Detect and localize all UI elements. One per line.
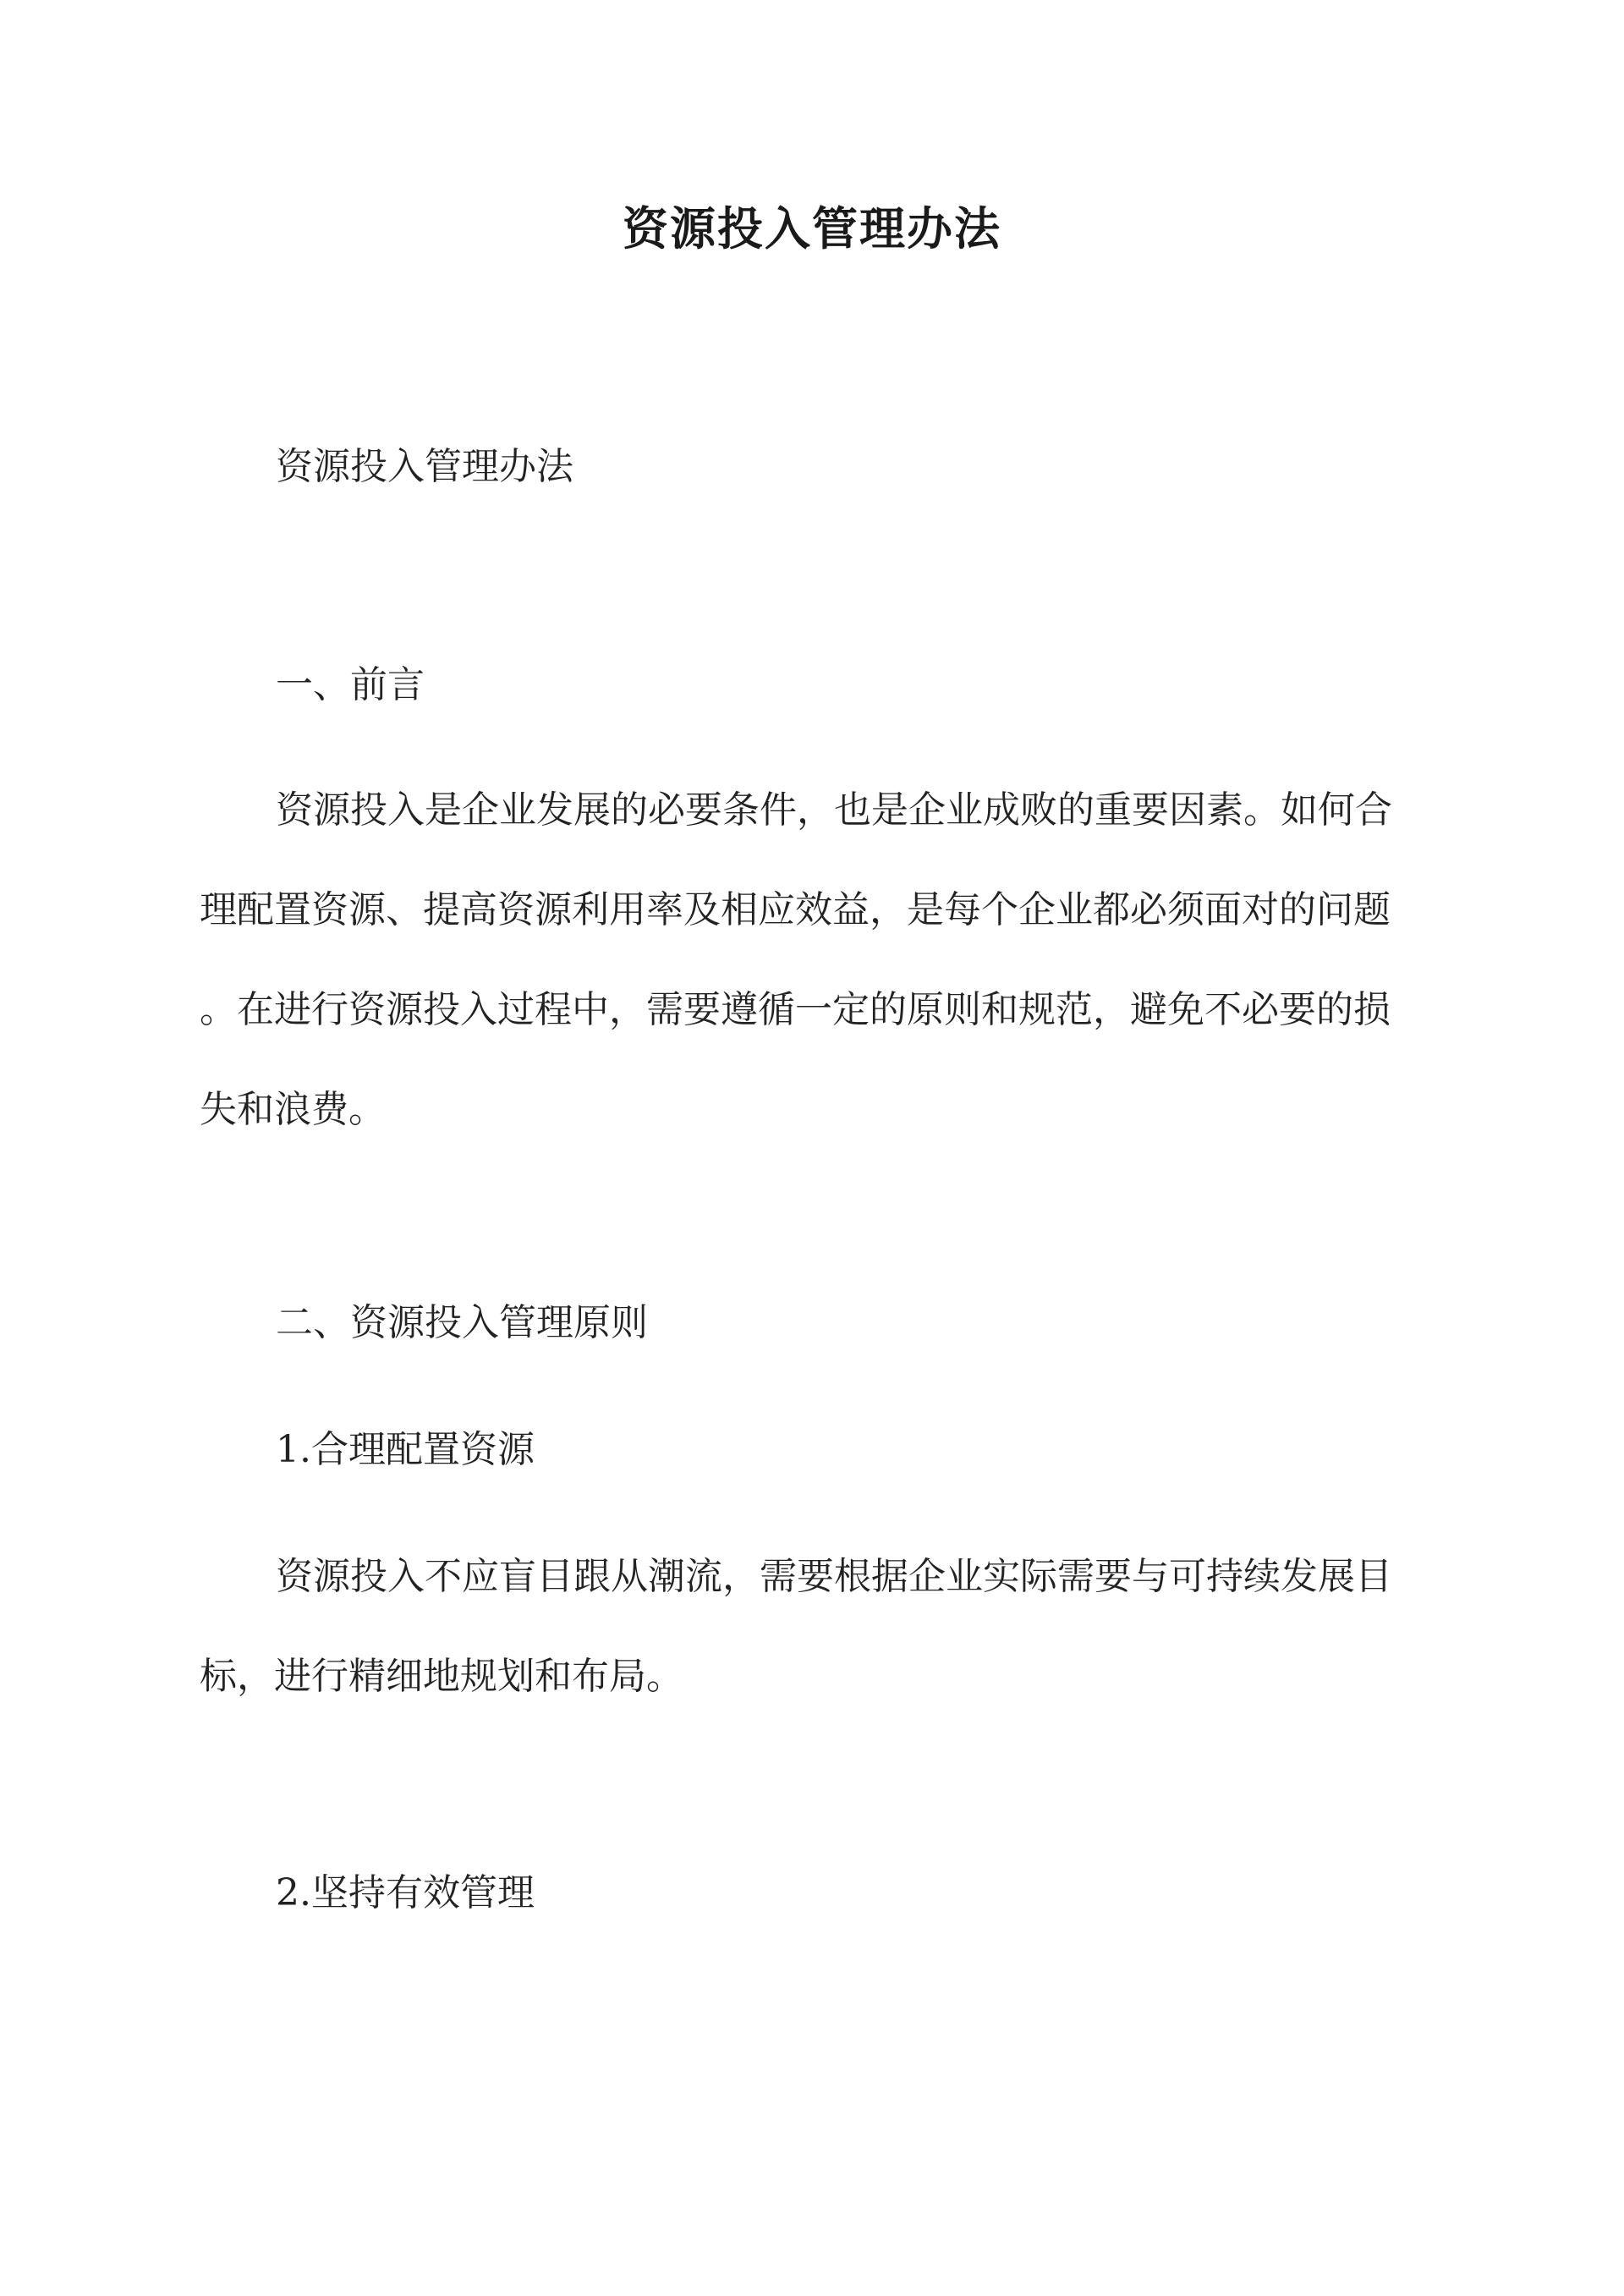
paragraph-line: 资源投入是企业发展的必要条件，也是企业成败的重要因素。如何合 <box>276 788 1392 832</box>
paragraph-line: 理配置资源、提高资源利用率及相应效益，是每个企业都必须面对的问题 <box>200 888 1391 931</box>
paragraph-line: 资源投入不应盲目跟从潮流，需要根据企业实际需要与可持续发展目 <box>276 1555 1392 1598</box>
paragraph-line: 。在进行资源投入过程中，需要遵循一定的原则和规范，避免不必要的损 <box>200 988 1391 1031</box>
paragraph-line: 标，进行精细地规划和布局。 <box>200 1655 683 1698</box>
paragraph-line: 失和浪费。 <box>200 1088 386 1131</box>
section-heading-principles: 二、资源投入管理原则 <box>276 1301 648 1344</box>
document-title: 资源投入管理办法 <box>623 201 1001 255</box>
section-heading-preface: 一、前言 <box>276 663 425 706</box>
document-subtitle: 资源投入管理办法 <box>276 445 573 488</box>
item-heading-allocate-resources: 1.合理配置资源 <box>276 1428 535 1471</box>
item-heading-effective-management: 2.坚持有效管理 <box>276 1871 535 1914</box>
